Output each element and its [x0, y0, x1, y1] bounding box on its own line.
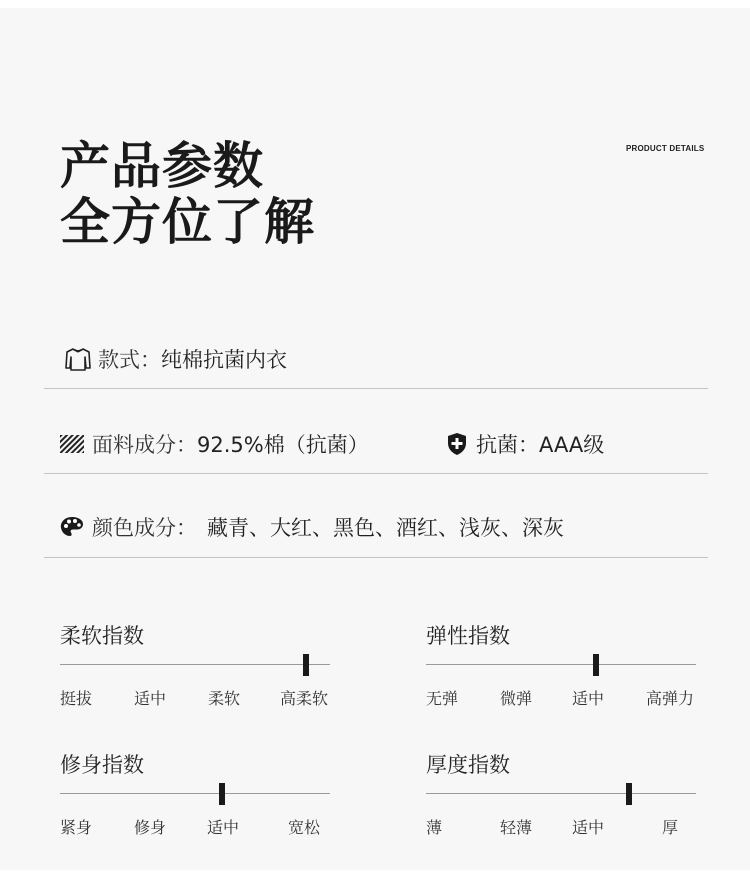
meter-title: 柔软指数 — [60, 624, 144, 648]
meter-tick: 适中 — [134, 689, 167, 708]
meter-tick: 高弹力 — [646, 689, 695, 708]
title-line-1: 产品参数 — [60, 137, 264, 195]
meter-title: 弹性指数 — [426, 624, 510, 648]
meter-tick: 微弹 — [500, 689, 533, 708]
product-details-tag: PRODUCT DETAILS — [626, 144, 705, 153]
meter-track — [426, 664, 696, 665]
meter-tick: 厚 — [662, 818, 679, 837]
meter-thumb — [593, 654, 599, 676]
fabric-texture-icon — [58, 430, 86, 458]
meter-title: 厚度指数 — [426, 753, 510, 777]
content-panel — [0, 8, 750, 870]
meter-tick: 轻薄 — [500, 818, 533, 837]
meter-thumb — [626, 783, 632, 805]
title-line-2: 全方位了解 — [60, 193, 315, 251]
antibacterial-value: AAA级 — [539, 433, 605, 457]
style-row — [44, 326, 708, 389]
meter-track — [60, 793, 330, 794]
meter-tick: 适中 — [572, 689, 605, 708]
meter-tick: 薄 — [426, 818, 443, 837]
meter-tick: 修身 — [134, 818, 167, 837]
meter-title: 修身指数 — [60, 753, 144, 777]
meter-tick: 无弹 — [426, 689, 459, 708]
meter-track — [60, 664, 330, 665]
shield-plus-icon — [444, 431, 470, 457]
elasticity-meter — [426, 620, 698, 708]
color-value: 藏青、大红、黑色、酒红、浅灰、深灰 — [207, 516, 564, 540]
style-value: 纯棉抗菌内衣 — [161, 348, 287, 372]
meter-thumb — [219, 783, 225, 805]
softness-meter — [60, 620, 332, 708]
meter-tick: 适中 — [207, 818, 240, 837]
style-label: 款式： — [98, 348, 161, 372]
fabric-label: 面料成分： — [92, 433, 197, 457]
meter-tick: 宽松 — [288, 818, 321, 837]
meter-tick: 挺拔 — [60, 689, 93, 708]
meter-tick: 柔软 — [208, 689, 241, 708]
meter-track — [426, 793, 696, 794]
color-row — [44, 474, 708, 558]
palette-icon — [58, 513, 86, 541]
fabric-value: 92.5%棉（抗菌） — [197, 433, 369, 457]
fit-meter — [60, 749, 332, 837]
meter-tick: 紧身 — [60, 818, 93, 837]
meter-thumb — [303, 654, 309, 676]
shirt-icon — [64, 345, 92, 373]
meter-tick: 高柔软 — [280, 689, 329, 708]
page-title — [60, 138, 315, 250]
thickness-meter — [426, 749, 698, 837]
fabric-row — [44, 389, 708, 474]
color-label: 颜色成分： — [92, 516, 197, 540]
antibacterial-label: 抗菌： — [476, 433, 539, 457]
meter-tick: 适中 — [572, 818, 605, 837]
